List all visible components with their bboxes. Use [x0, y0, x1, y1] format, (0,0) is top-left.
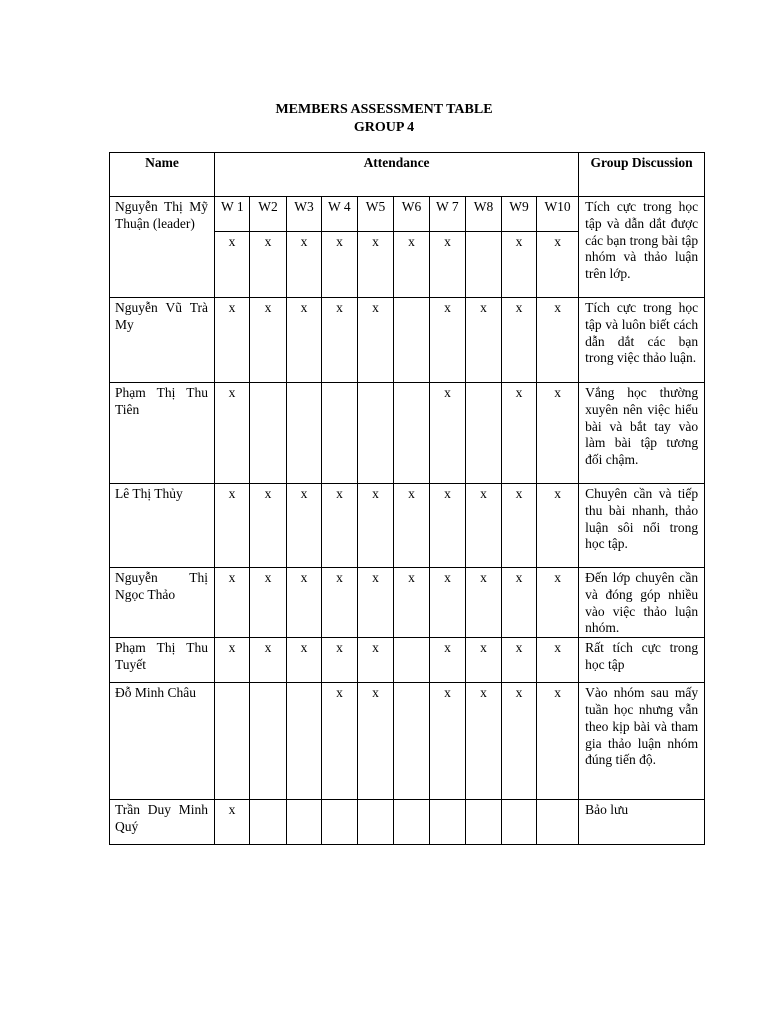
attendance-mark: x: [215, 800, 250, 845]
attendance-mark: x: [358, 683, 394, 800]
attendance-mark: [394, 383, 430, 484]
attendance-mark: [358, 800, 394, 845]
attendance-mark: [430, 800, 466, 845]
attendance-mark: x: [466, 683, 502, 800]
attendance-mark: x: [250, 568, 287, 638]
attendance-mark: x: [250, 638, 287, 683]
attendance-mark: x: [358, 638, 394, 683]
attendance-mark: x: [502, 683, 537, 800]
attendance-mark: [287, 800, 322, 845]
attendance-mark: x: [502, 568, 537, 638]
member-name: Nguyễn Thị Mỹ Thuận (leader): [110, 197, 215, 298]
member-name: Phạm Thị Thu Tuyết: [110, 638, 215, 683]
member-discussion: Bảo lưu: [579, 800, 705, 845]
attendance-mark: x: [430, 232, 466, 298]
header-name: Name: [110, 153, 215, 197]
attendance-mark: [250, 383, 287, 484]
attendance-mark: [394, 683, 430, 800]
attendance-mark: x: [502, 232, 537, 298]
table-row: [110, 197, 705, 232]
week-label: W9: [502, 197, 537, 232]
header-group-discussion: Group Discussion: [579, 153, 705, 197]
member-discussion: Rất tích cực trong học tập: [579, 638, 705, 683]
attendance-mark: [322, 383, 358, 484]
assessment-table: [109, 152, 705, 845]
attendance-mark: x: [287, 232, 322, 298]
attendance-mark: x: [502, 298, 537, 383]
attendance-mark: x: [215, 383, 250, 484]
attendance-mark: x: [322, 568, 358, 638]
attendance-mark: [537, 800, 579, 845]
table-row: [110, 800, 705, 845]
table-row: [110, 298, 705, 383]
attendance-mark: x: [215, 568, 250, 638]
attendance-mark: x: [537, 568, 579, 638]
attendance-mark: [250, 683, 287, 800]
attendance-mark: x: [430, 383, 466, 484]
table-row: [110, 638, 705, 683]
attendance-mark: x: [250, 232, 287, 298]
attendance-mark: x: [430, 638, 466, 683]
attendance-mark: x: [537, 232, 579, 298]
attendance-mark: x: [394, 568, 430, 638]
table-row: [110, 683, 705, 800]
attendance-mark: x: [430, 298, 466, 383]
attendance-mark: x: [537, 298, 579, 383]
attendance-mark: x: [322, 683, 358, 800]
attendance-mark: [250, 800, 287, 845]
document-title: MEMBERS ASSESSMENT TABLE: [275, 102, 493, 117]
attendance-mark: x: [466, 568, 502, 638]
attendance-mark: x: [250, 298, 287, 383]
week-label: W10: [537, 197, 579, 232]
attendance-mark: x: [250, 484, 287, 568]
attendance-mark: x: [358, 298, 394, 383]
member-name: Lê Thị Thủy: [110, 484, 215, 568]
table-row: [110, 568, 705, 638]
member-name: Trần Duy Minh Quý: [110, 800, 215, 845]
attendance-mark: [215, 683, 250, 800]
attendance-mark: x: [537, 638, 579, 683]
attendance-mark: x: [287, 298, 322, 383]
member-name: Nguyễn Thị Ngọc Thảo: [110, 568, 215, 638]
table-row: [110, 484, 705, 568]
member-discussion: Vắng học thường xuyên nên việc hiểu bài và bắt tay vào làm bài tập tương đối chậm.: [579, 383, 705, 484]
attendance-mark: x: [537, 683, 579, 800]
attendance-mark: x: [322, 638, 358, 683]
week-label: W6: [394, 197, 430, 232]
header-attendance: Attendance: [215, 153, 579, 197]
attendance-mark: x: [537, 484, 579, 568]
attendance-mark: x: [394, 484, 430, 568]
attendance-mark: x: [430, 484, 466, 568]
attendance-mark: x: [215, 232, 250, 298]
attendance-mark: x: [430, 568, 466, 638]
attendance-mark: x: [322, 484, 358, 568]
attendance-mark: [287, 383, 322, 484]
attendance-mark: x: [466, 484, 502, 568]
attendance-mark: [394, 298, 430, 383]
week-label: W 7: [430, 197, 466, 232]
attendance-mark: x: [358, 568, 394, 638]
attendance-mark: x: [502, 484, 537, 568]
member-discussion: Tích cực trong học tập và dẫn dắt được các bạn trong bài tập nhóm và thảo luận trên lớp.: [579, 197, 705, 298]
member-discussion: Vào nhóm sau mấy tuần học nhưng vẫn theo kịp bài và tham gia thảo luận nhóm đúng tiến độ.: [579, 683, 705, 800]
header-row: [110, 153, 705, 197]
attendance-mark: x: [215, 484, 250, 568]
attendance-mark: x: [502, 638, 537, 683]
attendance-mark: x: [430, 683, 466, 800]
member-discussion: Đến lớp chuyên cần và đóng góp nhiều vào việc thảo luận nhóm.: [579, 568, 705, 638]
attendance-mark: x: [322, 232, 358, 298]
attendance-mark: x: [394, 232, 430, 298]
member-name: Nguyễn Vũ Trà My: [110, 298, 215, 383]
attendance-mark: x: [215, 298, 250, 383]
attendance-mark: x: [537, 383, 579, 484]
attendance-mark: x: [358, 232, 394, 298]
attendance-mark: [502, 800, 537, 845]
attendance-mark: x: [215, 638, 250, 683]
week-label: W2: [250, 197, 287, 232]
attendance-mark: x: [358, 484, 394, 568]
week-label: W 1: [215, 197, 250, 232]
attendance-mark: x: [466, 298, 502, 383]
week-label: W8: [466, 197, 502, 232]
attendance-mark: x: [466, 638, 502, 683]
attendance-mark: [287, 683, 322, 800]
attendance-mark: [394, 800, 430, 845]
attendance-mark: [394, 638, 430, 683]
document-subtitle: GROUP 4: [353, 120, 415, 135]
week-label: W5: [358, 197, 394, 232]
member-discussion: Tích cực trong học tập và luôn biết cách dẫn dắt các bạn trong việc thảo luận.: [579, 298, 705, 383]
attendance-mark: x: [287, 568, 322, 638]
member-discussion: Chuyên cần và tiếp thu bài nhanh, thảo luận sôi nổi trong học tập.: [579, 484, 705, 568]
attendance-mark: x: [287, 484, 322, 568]
attendance-mark: [322, 800, 358, 845]
attendance-mark: [466, 800, 502, 845]
week-label: W 4: [322, 197, 358, 232]
table-row: [110, 383, 705, 484]
attendance-mark: [358, 383, 394, 484]
attendance-mark: x: [502, 383, 537, 484]
week-label: W3: [287, 197, 322, 232]
attendance-mark: [466, 232, 502, 298]
attendance-mark: [466, 383, 502, 484]
attendance-mark: x: [322, 298, 358, 383]
attendance-mark: x: [287, 638, 322, 683]
member-name: Phạm Thị Thu Tiên: [110, 383, 215, 484]
member-name: Đỗ Minh Châu: [110, 683, 215, 800]
